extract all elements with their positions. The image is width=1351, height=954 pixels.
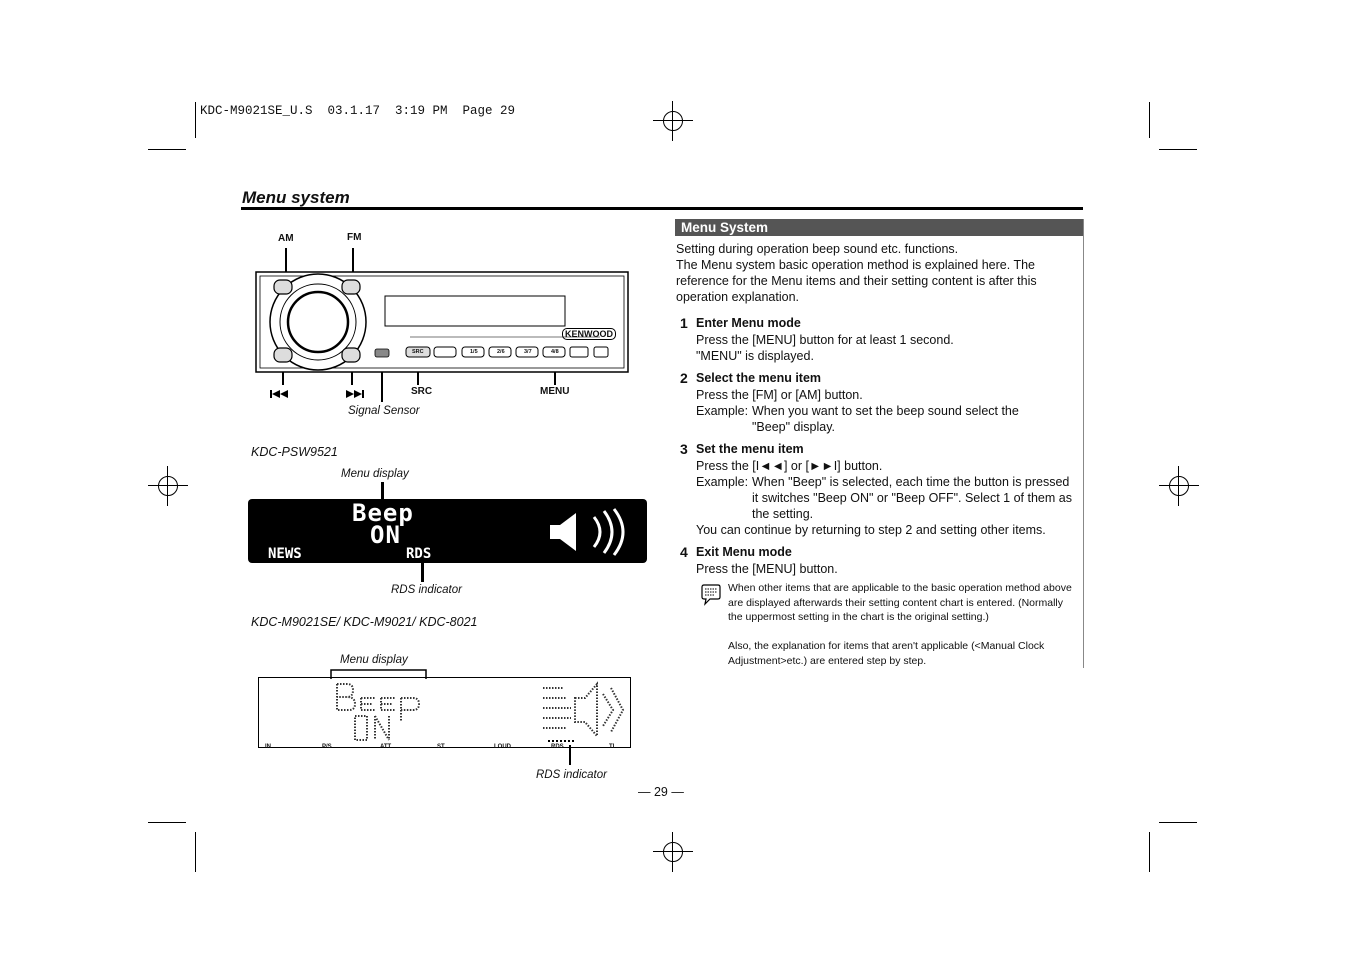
crop-mark — [195, 102, 196, 138]
lcd-line-1: Beep — [352, 499, 414, 527]
crop-mark — [148, 149, 186, 150]
step-3-number: 3 — [680, 441, 688, 457]
indicator-ti: TI — [609, 744, 615, 750]
title-rule — [241, 207, 1083, 210]
indicator-ps: P/S — [322, 744, 332, 750]
crop-mark — [1149, 832, 1150, 872]
callout-line — [569, 745, 571, 765]
preset-2-6: 2/6 — [497, 349, 505, 355]
lcd-news: NEWS — [268, 546, 302, 562]
preset-buttons — [407, 347, 597, 359]
preset-3-7: 3/7 — [524, 349, 532, 355]
crop-mark — [1159, 149, 1197, 150]
lcd-line-2: ON — [370, 521, 401, 549]
page-title: Menu system — [242, 188, 350, 207]
section-header: Menu System — [675, 219, 1084, 236]
file-info: KDC-M9021SE_U.S 03.1.17 3:19 PM Page 29 — [200, 104, 516, 118]
indicator-loud: LOUD — [494, 744, 511, 750]
dot-matrix-speaker-icon — [541, 678, 627, 742]
src-label: SRC — [411, 386, 433, 397]
dot-matrix-panel — [258, 677, 631, 748]
head-unit-illustration — [250, 240, 635, 405]
rds-indicator-label-2: RDS indicator — [536, 769, 607, 781]
callout-line — [421, 562, 424, 582]
indicator-att: ATT — [380, 744, 392, 750]
model-label-m9021: KDC-M9021SE/ KDC-M9021/ KDC-8021 — [251, 615, 478, 629]
step-2-title: Select the menu item — [696, 371, 822, 385]
crop-mark — [195, 832, 196, 872]
crop-mark — [148, 822, 186, 823]
step-3-title: Set the menu item — [696, 442, 804, 456]
step-4-number: 4 — [680, 544, 688, 560]
model-label-psw9521: KDC-PSW9521 — [251, 445, 338, 459]
crop-mark — [1159, 822, 1197, 823]
am-label: AM — [278, 233, 294, 244]
step-2-example-text: When you want to set the beep sound select the "Beep" display. — [752, 404, 1019, 434]
step-1-number: 1 — [680, 315, 688, 331]
menu-display-label: Menu display — [341, 468, 409, 480]
registration-mark — [653, 832, 693, 872]
registration-mark — [1159, 466, 1199, 506]
step-1-title: Enter Menu mode — [696, 316, 801, 330]
lcd-panel — [248, 499, 647, 563]
step-2-example-label: Example: — [696, 404, 749, 418]
menu-display-label-2: Menu display — [340, 654, 408, 666]
step-3-line-1: Press the [I◄◄] or [►►I] button. — [696, 459, 883, 473]
dot-matrix-text — [333, 680, 433, 742]
brand-logo: KENWOOD — [562, 328, 616, 340]
indicator-row — [259, 744, 630, 752]
step-4-line-1: Press the [MENU] button. — [696, 562, 838, 576]
step-1-line-1: Press the [MENU] button for at least 1 second. — [696, 333, 954, 347]
preset-4-8: 4/8 — [551, 349, 559, 355]
crop-mark — [1149, 102, 1150, 138]
indicator-st: ST — [437, 744, 445, 750]
step-2-number: 2 — [680, 370, 688, 386]
step-3-example-label: Example: — [696, 475, 749, 489]
step-3-example-text: When "Beep" is selected, each time the button is pressed it switches "Beep ON" or "Beep OFF". Select 1 of them as the setting. — [752, 475, 1072, 521]
intro-text-1: Setting during operation beep sound etc. functions. — [676, 242, 959, 256]
src-button: SRC — [412, 349, 424, 355]
rds-indicator-label: RDS indicator — [391, 584, 462, 596]
step-1-line-2: "MENU" is displayed. — [696, 349, 814, 363]
signal-sensor-label: Signal Sensor — [348, 405, 420, 417]
fm-label: FM — [347, 232, 362, 243]
menu-label: MENU — [540, 386, 570, 397]
step-3-line-3: You can continue by returning to step 2 and setting other items. — [696, 523, 1046, 537]
step-4-title: Exit Menu mode — [696, 545, 792, 559]
lcd-rds: RDS — [406, 546, 432, 562]
page-number: — 29 — — [638, 785, 684, 799]
registration-mark — [148, 466, 188, 506]
step-2-line-1: Press the [FM] or [AM] button. — [696, 388, 863, 402]
indicator-in: IN — [265, 744, 271, 750]
preset-1-5: 1/5 — [470, 349, 478, 355]
rds-dotted-bar — [548, 740, 574, 744]
intro-text-2: The Menu system basic operation method is explained here. The reference for the Menu items and their setting content is after this operation explanation. — [676, 258, 1037, 304]
note-text-2: Also, the explanation for items that aren't applicable (<Manual Clock Adjustment>etc.) are entered step by step. — [728, 640, 1045, 667]
speaker-icon — [546, 507, 636, 557]
note-text-1: When other items that are applicable to the basic operation method above are displayed afterwards their setting content chart is entered. (Normally the uppermost setting in the chart is the original setting.) — [728, 582, 1072, 623]
note-icon — [699, 584, 723, 606]
section-side-rule — [1083, 219, 1084, 668]
indicator-rds: RDS — [551, 744, 564, 750]
registration-mark — [653, 101, 693, 141]
